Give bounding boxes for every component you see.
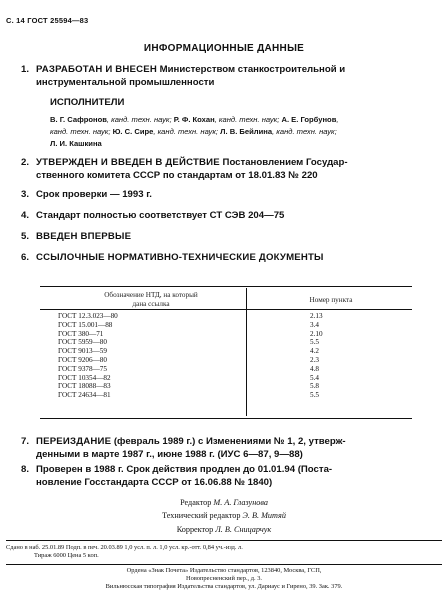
- executor-degree: , канд. техн. наук;: [214, 115, 282, 124]
- item-2-number: 2.: [21, 157, 30, 168]
- item-1: [21, 64, 428, 89]
- item-7-line2: денными в марте 1987 г., июне 1988 г. (ИУС 6—87, 9—88): [36, 448, 303, 460]
- table-col1-header-line2: дана ссылка: [132, 300, 170, 308]
- editor-name: М. А. Глазунова: [213, 498, 268, 507]
- table-cell-doc: ГОСТ 18088—83: [58, 382, 111, 391]
- page-header: С. 14 ГОСТ 25594—83: [6, 16, 89, 25]
- item-7: [21, 436, 428, 461]
- executor-degree: , канд. техн. наук;: [106, 115, 174, 124]
- item-6: [21, 252, 428, 265]
- table-cell-item: 5.5: [310, 338, 319, 347]
- executor-name: А. Е. Горбунов: [281, 115, 337, 124]
- executor-name: Л. В. Бейлина: [220, 127, 273, 137]
- imprint-line2: Тираж 6000 Цена 5 коп.: [34, 552, 99, 559]
- item-1-line2: инструментальной промышленности: [36, 76, 215, 88]
- tech-editor-label: Технический редактор: [162, 511, 241, 521]
- table-cell-item: 2.3: [310, 355, 319, 364]
- table-cell-doc: ГОСТ 10354—82: [58, 373, 111, 382]
- table-doc-column: [58, 312, 118, 400]
- item-6-text: ССЫЛОЧНЫЕ НОРМАТИВНО-ТЕХНИЧЕСКИЕ ДОКУМЕНТЫ: [36, 252, 324, 263]
- executor-name: Л. И. Кашкина: [50, 139, 102, 149]
- executors-heading: ИСПОЛНИТЕЛИ: [50, 97, 125, 108]
- item-4-number: 4.: [21, 210, 30, 221]
- table-cell-item: 5.8: [310, 382, 319, 391]
- table-cell-item: 4.2: [310, 347, 319, 356]
- table-cell-item: 5.4: [310, 373, 319, 382]
- imprint-rule: [6, 540, 442, 541]
- executor-name: Р. Ф. Кохан: [173, 115, 215, 124]
- table-cell-item: 2.13: [310, 312, 323, 320]
- item-8-number: 8.: [21, 464, 30, 475]
- item-3-number: 3.: [21, 189, 30, 200]
- item-1-number: 1.: [21, 64, 30, 75]
- table-cell-doc: ГОСТ 9013—59: [58, 347, 107, 356]
- item-6-number: 6.: [21, 252, 30, 263]
- publisher-line2: Новопресненский пер., д. 3.: [186, 575, 262, 583]
- table-col1-header: [76, 291, 226, 309]
- item-7-number: 7.: [21, 436, 30, 447]
- executors-list: [50, 114, 430, 151]
- table-column-divider: [246, 288, 247, 416]
- executor-degree: канд. техн. наук;: [50, 127, 113, 137]
- item-8-line2: новление Госстандарта СССР от 16.06.88 № 1840): [36, 476, 273, 488]
- table-col1-header-line1: Обозначение НТД, на который: [104, 291, 198, 299]
- editor-label: Редактор: [180, 498, 212, 507]
- executor-degree: , канд. техн. наук;: [272, 127, 337, 137]
- item-1-line1: Министерством станкостроительной и: [159, 64, 346, 75]
- table-bottom-rule: [40, 418, 412, 419]
- item-2-line2: ственного комитета СССР по стандартам от 18.01.83 № 220: [36, 169, 318, 181]
- page-title: ИНФОРМАЦИОННЫЕ ДАННЫЕ: [143, 43, 305, 54]
- item-7-line1: (февраль 1989 г.) с Изменениями № 1, 2, утверж-: [113, 436, 346, 447]
- publisher-block: [0, 567, 448, 592]
- item-2-bold: УТВЕРЖДЕН И ВВЕДЕН В ДЕЙСТВИЕ: [36, 157, 220, 168]
- table-cell-item: 2.10: [310, 329, 323, 338]
- publisher-line1: Ордена «Знак Почета» Издательство стандартов, 123840, Москва, ГСП,: [126, 567, 322, 574]
- item-5-number: 5.: [21, 231, 30, 242]
- item-5: [21, 231, 428, 244]
- table-cell-item: 5.5: [310, 391, 319, 400]
- item-8-line1: Проверен в 1988 г. Срок действия продлен до 01.01.94 (Поста-: [36, 464, 333, 475]
- imprint-line1: Сдано в наб. 25.01.89 Подп. в печ. 20.03.89 1,0 усл. п. л. 1,0 усл. кр.-отт. 0,84 уч.-изд. л.: [6, 544, 243, 551]
- tech-editor-name: Э. В. Митяй: [242, 511, 286, 521]
- item-3: [21, 189, 428, 202]
- table-cell-doc: ГОСТ 12.3.023—80: [58, 312, 118, 320]
- table-cell-doc: ГОСТ 5959—80: [58, 338, 107, 347]
- imprint-data: [6, 544, 442, 560]
- corrector-label: Корректор: [176, 524, 214, 534]
- table-cell-doc: ГОСТ 380—71: [58, 329, 104, 338]
- item-2: [21, 157, 428, 182]
- table-cell-doc: ГОСТ 24634—81: [58, 391, 111, 400]
- item-1-bold: РАЗРАБОТАН И ВНЕСЕН: [36, 64, 157, 75]
- executor-degree: , канд. техн. наук;: [153, 127, 221, 137]
- table-header-rule: [40, 309, 412, 310]
- item-5-text: ВВЕДЕН ВПЕРВЫЕ: [36, 231, 132, 242]
- table-cell-item: 4.8: [310, 364, 319, 373]
- table-item-column: [310, 312, 323, 400]
- executor-name: В. Г. Сафронов: [50, 115, 107, 124]
- executor-name: Ю. С. Сире: [112, 127, 154, 137]
- table-top-rule: [40, 286, 412, 287]
- executor-degree: ,: [336, 115, 339, 124]
- corrector-name: Л. В. Сницарчук: [215, 524, 272, 534]
- table-cell-doc: ГОСТ 15.001—88: [58, 320, 113, 329]
- item-8: [21, 464, 428, 489]
- item-7-bold: ПЕРЕИЗДАНИЕ: [36, 436, 112, 447]
- publisher-rule: [6, 564, 442, 565]
- item-4-text: Стандарт полностью соответствует СТ СЭВ 204—75: [36, 210, 285, 221]
- editors-block: [0, 496, 448, 536]
- table-col2-header: Номер пункта: [309, 296, 353, 304]
- item-2-line1: Постановлением Государ-: [222, 157, 348, 168]
- table-cell-item: 3.4: [310, 320, 319, 329]
- table-cell-doc: ГОСТ 9378—75: [58, 364, 107, 373]
- printer-line: Вильнюсская типография Издательства стандартов, ул. Дариаус и Гирено, 39. Зак. 379.: [105, 583, 343, 591]
- table-cell-doc: ГОСТ 9206—80: [58, 355, 107, 364]
- item-4: [21, 210, 428, 223]
- item-3-text: Срок проверки — 1993 г.: [36, 189, 152, 200]
